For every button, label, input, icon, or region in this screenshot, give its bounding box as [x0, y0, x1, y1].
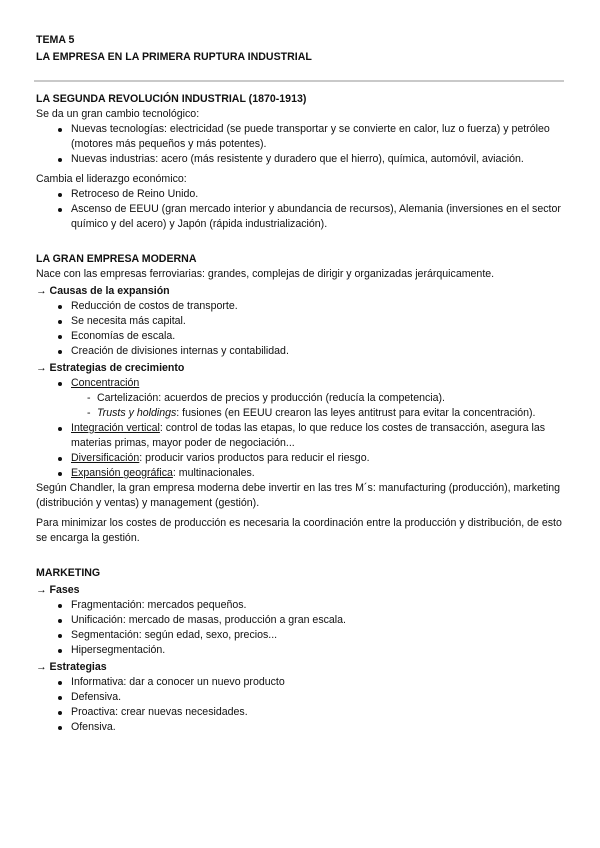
- list-item: Segmentación: según edad, sexo, precios...: [36, 628, 570, 643]
- bullet-list: [36, 299, 570, 359]
- list-item: Hipersegmentación.: [36, 643, 570, 658]
- term-concentracion: Concentración: [71, 377, 140, 389]
- bullet-list: [36, 675, 570, 735]
- paragraph-costes: Para minimizar los costes de producción es necesaria la coordinación entre la producción y distribución, de esto se encarga la gestión.: [36, 517, 562, 544]
- list-item: Defensiva.: [36, 690, 570, 705]
- tema-label: TEMA 5: [36, 34, 75, 46]
- bullet-list: [36, 122, 570, 167]
- paragraph-chandler: Según Chandler, la gran empresa moderna debe invertir en las tres M´s: manufacturing (producción), marketing (distribución y ventas) y management (gestión).: [36, 482, 561, 509]
- list-item: Informativa: dar a conocer un nuevo producto: [36, 675, 570, 690]
- list-item: Fragmentación: mercados pequeños.: [36, 598, 570, 613]
- list-item-text: : multinacionales.: [172, 467, 255, 479]
- list-item: [36, 451, 570, 466]
- list-item: Retroceso de Reino Unido.: [36, 187, 570, 202]
- list-item-text: : producir varios productos para reducir el riesgo.: [139, 452, 370, 464]
- title-divider: [34, 80, 564, 82]
- subheading-estrategias-marketing: → Estrategias: [36, 661, 107, 673]
- section-heading-segunda-revolucion: LA SEGUNDA REVOLUCIÓN INDUSTRIAL (1870-1913): [36, 93, 307, 105]
- dash-item: - Cartelización: acuerdos de precios y producción (reducía la competencia).: [36, 391, 570, 406]
- section-heading-gran-empresa: LA GRAN EMPRESA MODERNA: [36, 253, 197, 265]
- list-item: Economías de escala.: [36, 329, 570, 344]
- list-item: Nuevas industrias: acero (más resistente y duradero que el hierro), química, automóvil, aviación.: [36, 152, 570, 167]
- document-title: LA EMPRESA EN LA PRIMERA RUPTURA INDUSTRIAL: [36, 51, 312, 63]
- list-item: Proactiva: crear nuevas necesidades.: [36, 705, 570, 720]
- list-item: Creación de divisiones internas y contabilidad.: [36, 344, 570, 359]
- list-item: Reducción de costos de transporte.: [36, 299, 570, 314]
- term-trusts: Trusts y holdings: [97, 407, 177, 419]
- list-item: [36, 466, 570, 481]
- bullet-list: [36, 376, 570, 481]
- list-item: Ofensiva.: [36, 720, 570, 735]
- list-item: Ascenso de EEUU (gran mercado interior y abundancia de recursos), Alemania (inversiones en el sector químico y del acero) y Japón (rápida industrialización).: [36, 202, 570, 232]
- term-integracion: Integración vertical: [71, 422, 160, 434]
- paragraph: Se da un gran cambio tecnológico:: [36, 108, 200, 120]
- dash-item: [36, 406, 570, 421]
- list-item: [36, 376, 570, 421]
- subheading-fases: → Fases: [36, 584, 80, 596]
- list-item: Se necesita más capital.: [36, 314, 570, 329]
- list-item: Unificación: mercado de masas, producción a gran escala.: [36, 613, 570, 628]
- subheading-causas: → Causas de la expansión: [36, 285, 170, 297]
- dash-list: [36, 391, 570, 421]
- subheading-estrategias-crecimiento: → Estrategias de crecimiento: [36, 362, 185, 374]
- list-item: Nuevas tecnologías: electricidad (se puede transportar y se convierte en calor, luz o fuerza) y petróleo (motores más pequeños y más potentes).: [36, 122, 570, 152]
- paragraph: Nace con las empresas ferroviarias: grandes, complejas de dirigir y organizadas jerárquicamente.: [36, 268, 495, 280]
- bullet-list: [36, 187, 570, 232]
- bullet-list: [36, 598, 570, 658]
- list-item-text: : control de todas las etapas, lo que reduce los costes de transacción, asegura las materias primas, mayor poder de negociación...: [71, 422, 546, 449]
- term-expansion: Expansión geográfica: [71, 467, 173, 479]
- list-item: [36, 421, 570, 451]
- term-diversificacion: Diversificación: [71, 452, 140, 464]
- dash-item-text: : fusiones (en EEUU crearon las leyes antitrust para evitar la concentración).: [176, 407, 536, 419]
- section-heading-marketing: MARKETING: [36, 567, 101, 579]
- paragraph: Cambia el liderazgo económico:: [36, 173, 187, 185]
